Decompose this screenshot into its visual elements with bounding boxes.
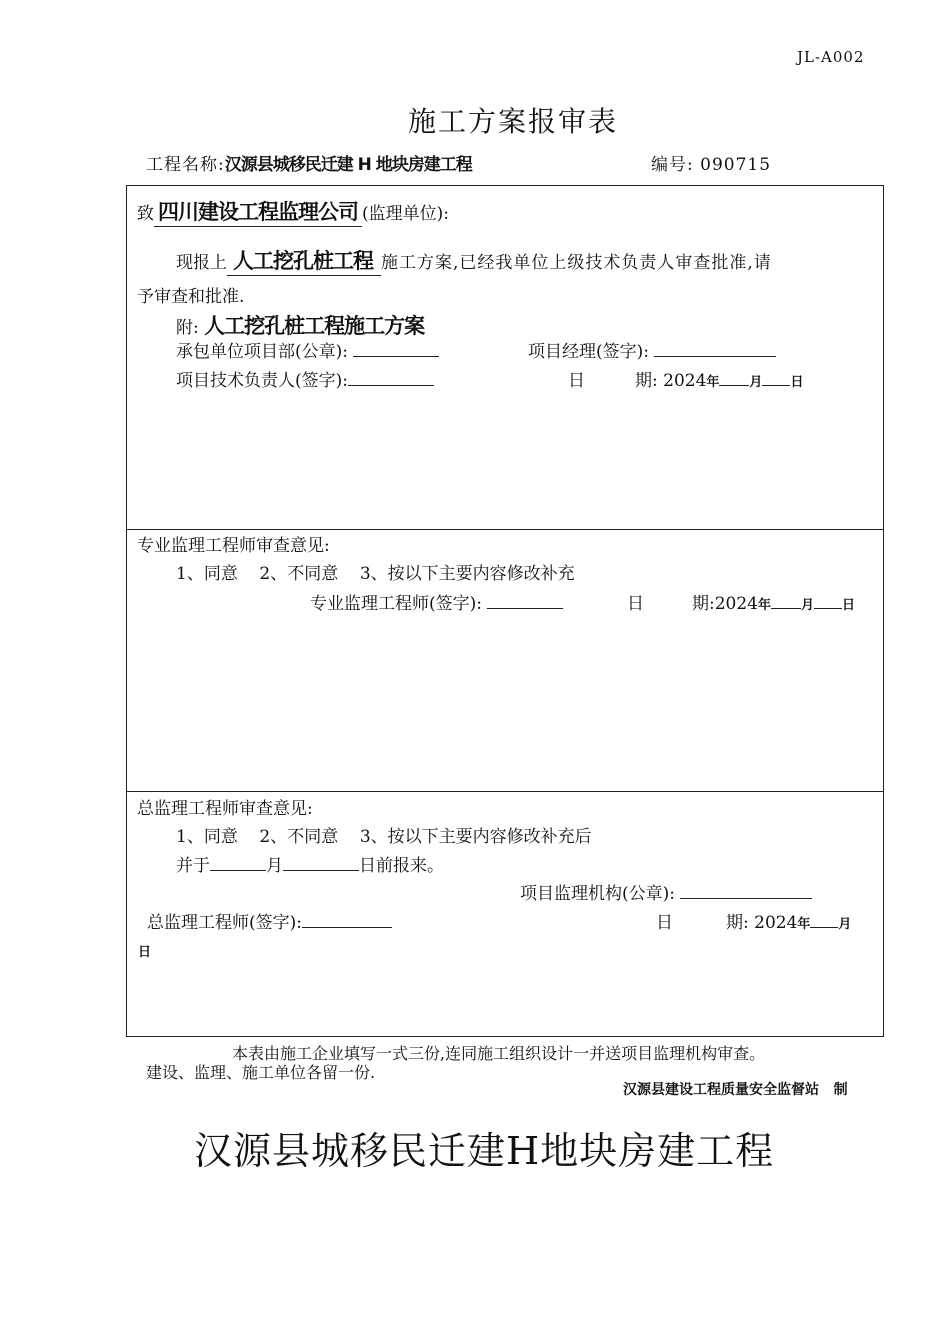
number-value: 090715 <box>700 155 772 175</box>
specialist-options: 1、同意 2、不同意 3、按以下主要内容修改补充 <box>176 564 575 584</box>
chief-sign-line <box>147 908 392 933</box>
org-seal-line <box>520 879 812 904</box>
report-suffix: 施工方案,已经我单位上级技术负责人审查批准,请 <box>381 253 772 273</box>
month-field-2[interactable] <box>771 594 801 609</box>
return-month: 月 <box>266 856 283 876</box>
date-label-2b: 期:2024 <box>692 594 758 614</box>
supervisor-org: 四川建设工程监理公司 <box>154 196 362 227</box>
year-3: 年 <box>797 917 811 932</box>
day-2: 日 <box>842 598 856 613</box>
to-prefix: 致 <box>137 204 154 224</box>
specialist-sign-label: 专业监理工程师(签字): <box>310 594 482 614</box>
return-day-field[interactable] <box>283 856 359 871</box>
year-1: 年 <box>706 375 720 390</box>
return-line <box>176 851 444 876</box>
date-label-2a: 日 <box>627 594 644 614</box>
project-line <box>146 150 472 175</box>
tech-signature-field[interactable] <box>348 371 434 386</box>
issuer-station: 汉源县建设工程质量安全监督站 制 <box>623 1082 848 1098</box>
month-2: 月 <box>801 598 815 613</box>
contractor-label: 承包单位项目部(公章): <box>176 342 348 362</box>
month-field-1[interactable] <box>719 371 749 386</box>
month-1: 月 <box>749 375 763 390</box>
chief-signature-field[interactable] <box>302 913 392 928</box>
attachment-label: 附: <box>176 318 199 338</box>
project-name: 汉源县城移民迁建 H 地块房建工程 <box>224 155 472 175</box>
date-line-2 <box>692 589 855 614</box>
tech-label: 项目技术负责人(签字): <box>176 371 348 391</box>
month-3: 月 <box>838 917 852 932</box>
attachment-line <box>176 310 424 340</box>
report-prefix: 现报上 <box>176 253 227 273</box>
day-field-1[interactable] <box>762 371 790 386</box>
org-seal-field[interactable] <box>680 884 812 899</box>
return-day: 日前报来。 <box>359 856 444 876</box>
org-seal-label: 项目监理机构(公章): <box>520 884 675 904</box>
to-suffix: (监理单位): <box>362 204 449 224</box>
number-line <box>651 150 771 175</box>
pm-signature-field[interactable] <box>654 342 776 357</box>
date-line-3 <box>726 908 851 933</box>
chief-sign-label: 总监理工程师(签字): <box>147 913 302 933</box>
month-field-3[interactable] <box>810 913 838 928</box>
specialist-heading: 专业监理工程师审查意见: <box>137 536 330 556</box>
contractor-line <box>176 337 439 362</box>
specialist-signature-field[interactable] <box>487 594 563 609</box>
day-1: 日 <box>790 375 804 390</box>
pm-label: 项目经理(签字): <box>528 342 649 362</box>
footer-note-2: 建设、监理、施工单位各留一份. <box>146 1063 376 1082</box>
footer-note-1: 本表由施工企业填写一式三份,连同施工组织设计一并送项目监理机构审查。 <box>232 1044 766 1063</box>
project-title-bottom: 汉源县城移民迁建H地块房建工程 <box>194 1129 775 1173</box>
addressee-line <box>137 196 449 227</box>
date-label-1a: 日 <box>568 371 585 391</box>
report-line <box>176 245 772 276</box>
tech-line <box>176 366 434 391</box>
specialist-sign-line <box>310 589 563 614</box>
chief-heading: 总监理工程师审查意见: <box>137 799 313 819</box>
contractor-seal-field[interactable] <box>353 342 439 357</box>
form-title: 施工方案报审表 <box>408 105 619 138</box>
attachment-value: 人工挖孔桩工程施工方案 <box>204 314 425 338</box>
divider-2 <box>126 791 884 792</box>
date-label-3a: 日 <box>656 913 673 933</box>
report-item: 人工挖孔桩工程 <box>227 245 381 276</box>
day-3: 日 <box>138 945 152 960</box>
number-label: 编号: <box>651 155 694 175</box>
document-code: JL-A002 <box>797 48 865 66</box>
date-line-1 <box>635 366 803 391</box>
date-label-3b: 期: 2024 <box>726 913 798 933</box>
return-prefix: 并于 <box>176 856 210 876</box>
year-2: 年 <box>758 598 772 613</box>
day-field-2[interactable] <box>814 594 842 609</box>
project-label: 工程名称: <box>146 155 225 175</box>
date-label-1b: 期: 2024 <box>635 371 707 391</box>
pm-line <box>528 337 776 362</box>
report-line-2: 予审查和批准. <box>137 287 245 307</box>
return-month-field[interactable] <box>210 856 266 871</box>
chief-options: 1、同意 2、不同意 3、按以下主要内容修改补充后 <box>176 827 592 847</box>
divider-1 <box>126 529 884 530</box>
